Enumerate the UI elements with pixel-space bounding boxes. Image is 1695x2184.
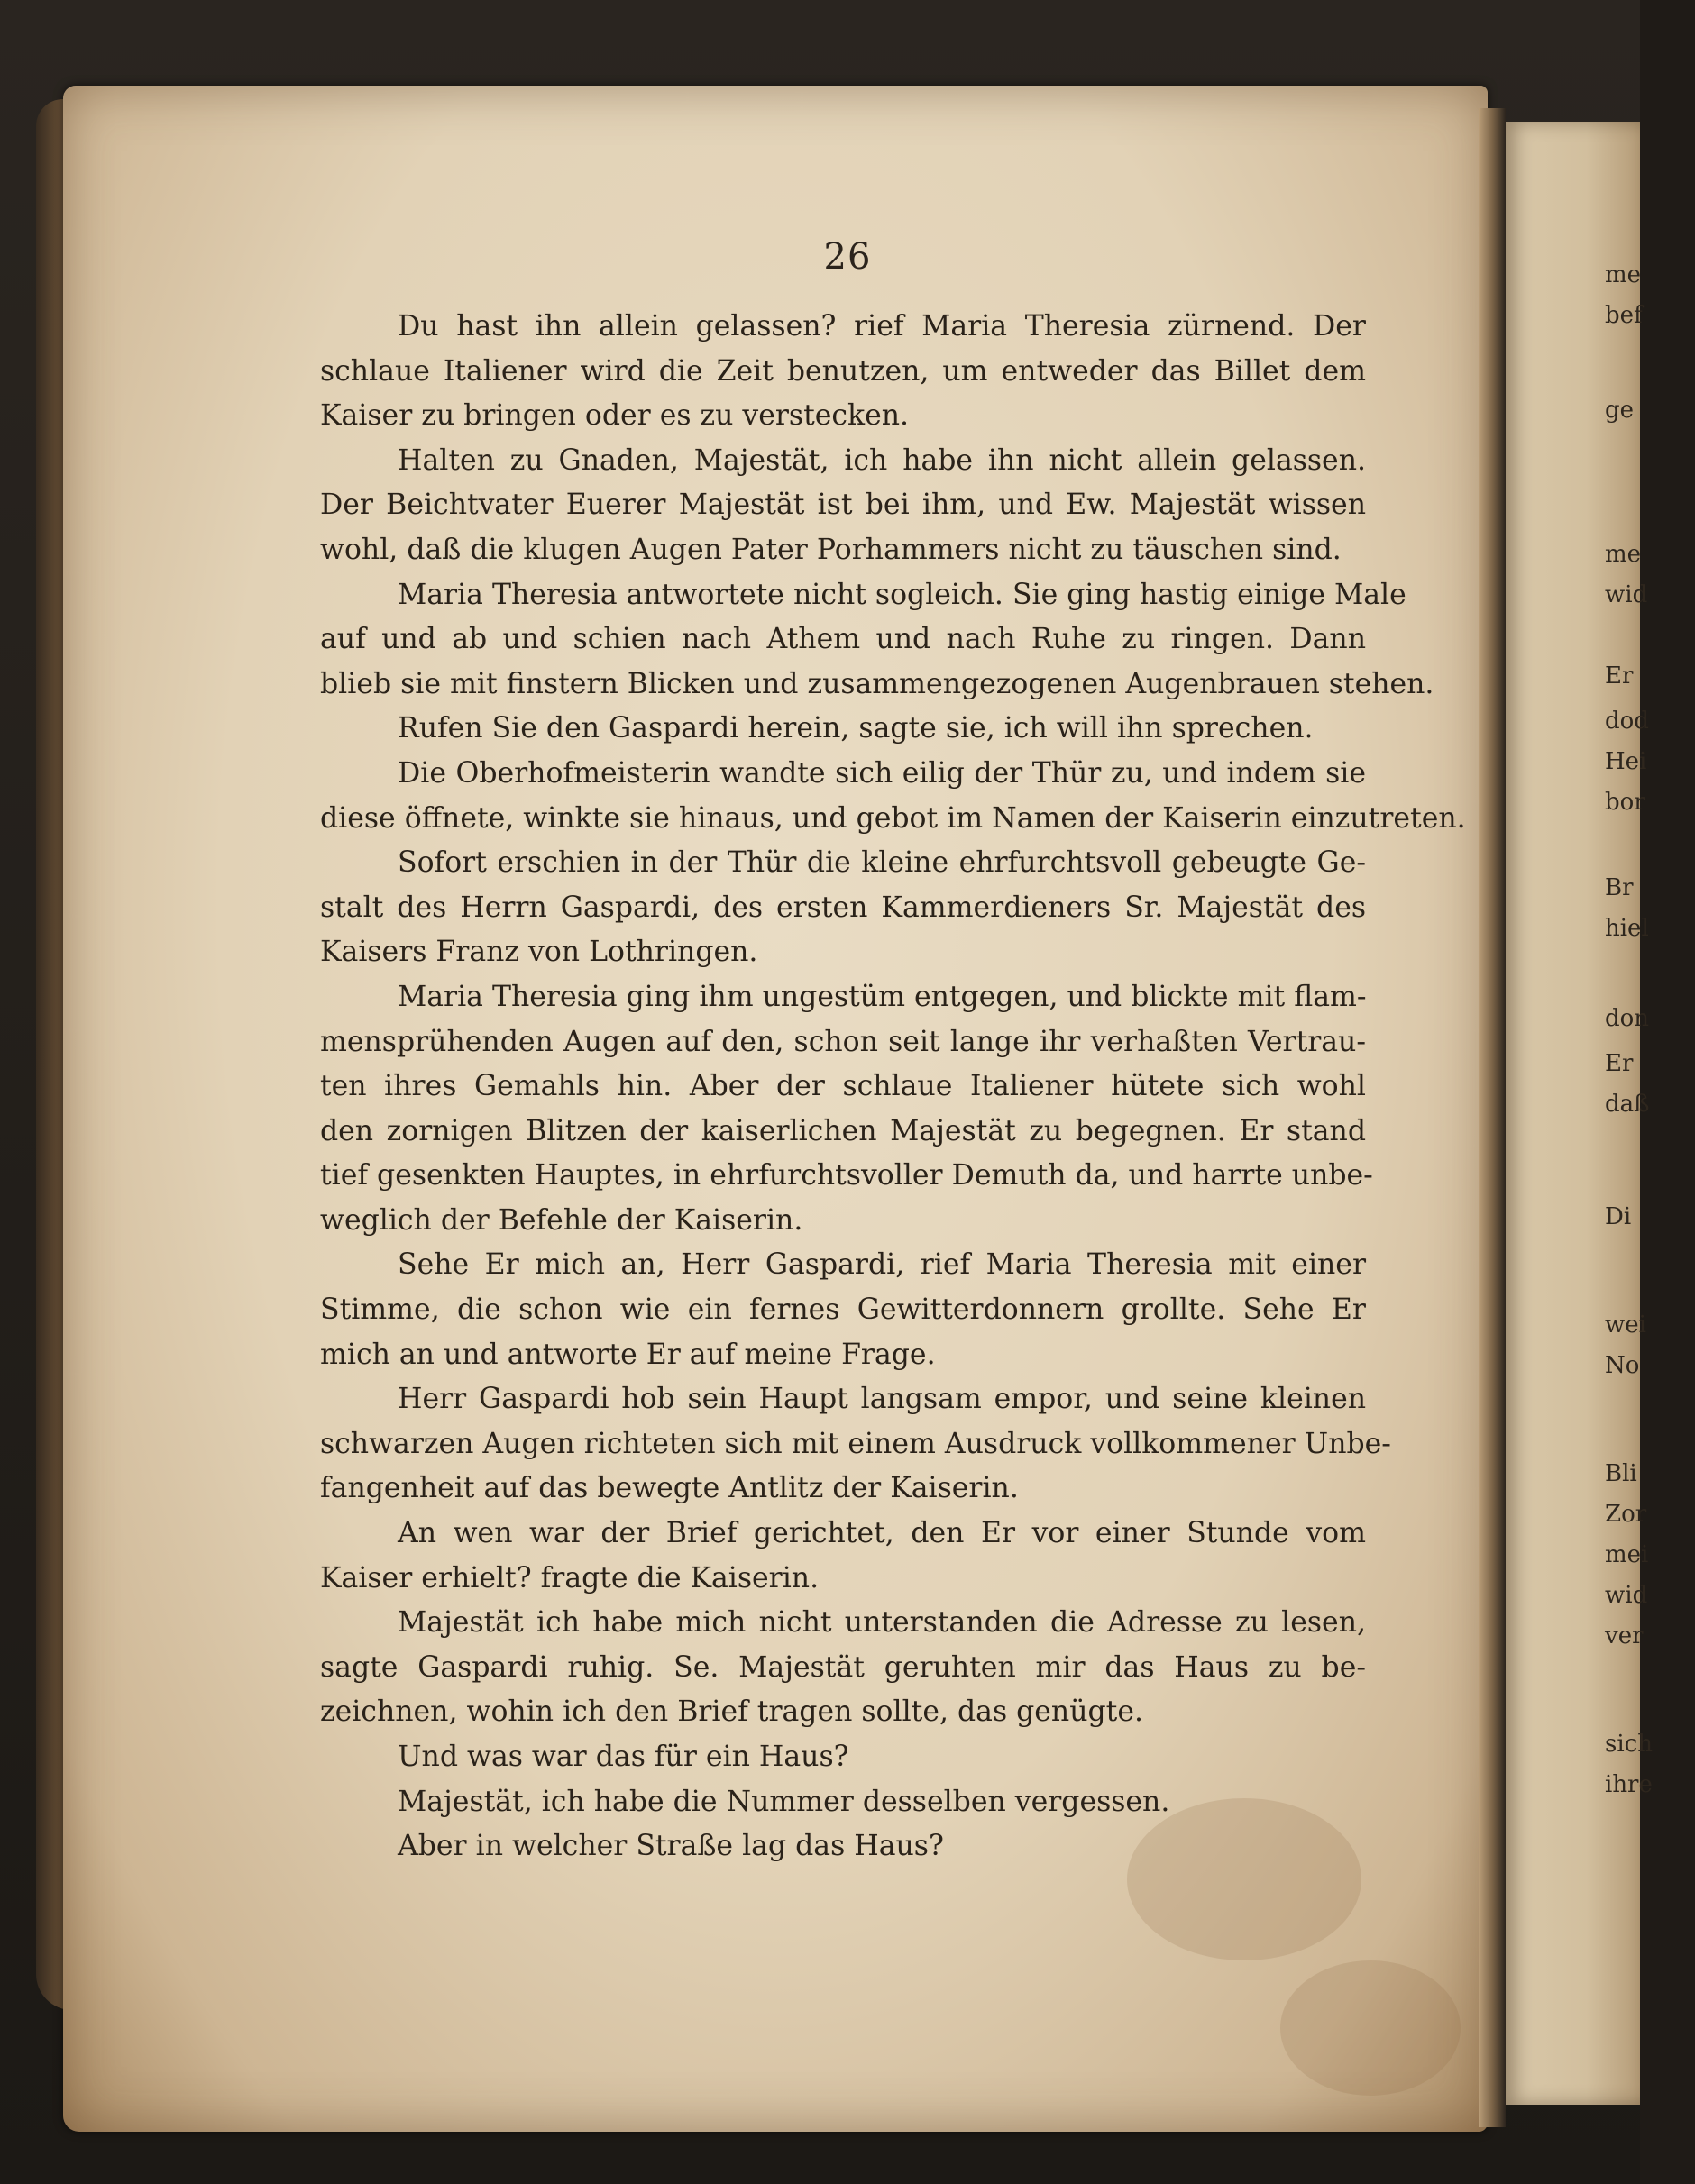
text-line: schwarzen Augen richteten sich mit einem Ausdruck vollkommener Unbe- xyxy=(320,1427,1391,1460)
text-line: diese öffnete, winkte sie hinaus, und gebot im Namen der Kaiserin einzutreten. xyxy=(320,801,1466,835)
text-line: Majestät, ich habe die Nummer desselben vergessen. xyxy=(398,1785,1170,1818)
text-line: Kaiser erhielt? fragte die Kaiserin. xyxy=(320,1561,820,1595)
text-line: auf und ab und schien nach Athem und nach Ruhe zu ringen. Dann xyxy=(320,623,1366,656)
facing-page-fragment: ihre xyxy=(1605,1771,1653,1798)
text-line: fangenheit auf das bewegte Antlitz der Kaiserin. xyxy=(320,1472,1019,1505)
text-line: ten ihres Gemahls hin. Aber der schlaue Italiener hütete sich wohl xyxy=(320,1070,1366,1103)
text-line: blieb sie mit finstern Blicken und zusammengezogenen Augenbrauen stehen. xyxy=(320,667,1434,700)
facing-page-fragment: Hei xyxy=(1605,748,1647,775)
facing-page-fragment: Zor xyxy=(1605,1501,1647,1528)
facing-page-fragment: wei xyxy=(1605,1311,1646,1339)
text-line: Stimme, die schon wie ein fernes Gewitterdonnern grollte. Sehe Er xyxy=(320,1293,1366,1327)
text-line: wohl, daß die klugen Augen Pater Porhammers nicht zu täuschen sind. xyxy=(320,533,1342,566)
text-line: Majestät ich habe mich nicht unterstanden die Adresse zu lesen, xyxy=(398,1606,1366,1640)
facing-page-fragment: Bli xyxy=(1605,1460,1637,1487)
text-line: Rufen Sie den Gaspardi herein, sagte sie, ich will ihn sprechen. xyxy=(398,712,1314,745)
text-line: tief gesenkten Hauptes, in ehrfurchtsvoller Demuth da, und harrte unbe- xyxy=(320,1159,1373,1193)
text-line: Herr Gaspardi hob sein Haupt langsam empor, und seine kleinen xyxy=(398,1383,1366,1416)
text-line: mich an und antworte Er auf meine Frage. xyxy=(320,1338,936,1371)
facing-page-fragment: me xyxy=(1605,541,1642,568)
body-text xyxy=(320,305,1466,1869)
facing-page-fragment: bor xyxy=(1605,789,1645,816)
text-line: mensprühenden Augen auf den, schon seit lange ihr verhaßten Vertrau- xyxy=(320,1025,1366,1058)
text-line: stalt des Herrn Gaspardi, des ersten Kammerdieners Sr. Majestät des xyxy=(320,891,1366,924)
text-line: Halten zu Gnaden, Majestät, ich habe ihn nicht allein gelassen. xyxy=(398,443,1366,477)
facing-page-fragment: wid xyxy=(1605,581,1648,608)
facing-page xyxy=(1506,122,1653,2105)
facing-page-fragment: Br xyxy=(1605,874,1634,901)
facing-page-fragment: dod xyxy=(1605,708,1649,735)
page-number: 26 xyxy=(823,236,872,278)
paper-stain xyxy=(1280,1960,1461,2096)
text-line: Kaisers Franz von Lothringen. xyxy=(320,936,758,969)
text-line: zeichnen, wohin ich den Brief tragen sollte, das genügte. xyxy=(320,1695,1143,1729)
facing-page-fragment: ver xyxy=(1605,1622,1644,1649)
facing-page-fragment: hiel xyxy=(1605,915,1649,942)
text-line: Kaiser zu bringen oder es zu verstecken. xyxy=(320,399,910,433)
facing-page-fragment: Er xyxy=(1605,663,1634,690)
facing-page-fragment: ge xyxy=(1605,397,1635,424)
facing-page-fragment: wid xyxy=(1605,1582,1648,1609)
facing-page-fragment: Er xyxy=(1605,1050,1634,1077)
text-line: Und was war das für ein Haus? xyxy=(398,1741,849,1773)
facing-page-fragment: mei xyxy=(1605,1541,1649,1568)
text-line: Sehe Er mich an, Herr Gaspardi, rief Maria Theresia mit einer xyxy=(398,1248,1366,1282)
text-line: sagte Gaspardi ruhig. Se. Majestät geruhten mir das Haus zu be- xyxy=(320,1650,1366,1684)
facing-page-fragment: No xyxy=(1605,1352,1640,1379)
facing-page-fragment: bef xyxy=(1605,302,1643,329)
text-line: schlaue Italiener wird die Zeit benutzen, um entweder das Billet dem xyxy=(320,354,1366,388)
facing-page-fragment: Di xyxy=(1605,1203,1632,1230)
text-line: Die Oberhofmeisterin wandte sich eilig der Thür zu, und indem sie xyxy=(398,756,1366,790)
text-line: An wen war der Brief gerichtet, den Er vor einer Stunde vom xyxy=(398,1517,1366,1550)
text-line: Du hast ihn allein gelassen? rief Maria Theresia zürnend. Der xyxy=(398,310,1366,343)
facing-page-fragment: daß xyxy=(1605,1091,1650,1118)
text-line: Maria Theresia ging ihm ungestüm entgegen, und blickte mit flam- xyxy=(398,980,1367,1013)
text-line: Maria Theresia antwortete nicht sogleich. Sie ging hastig einige Male xyxy=(398,578,1406,611)
facing-page-fragment: me xyxy=(1605,261,1642,288)
text-line: Der Beichtvater Euerer Majestät ist bei ihm, und Ew. Majestät wissen xyxy=(320,489,1366,522)
text-line: Sofort erschien in der Thür die kleine ehrfurchtsvoll gebeugte Ge- xyxy=(398,846,1366,880)
text-line: Aber in welcher Straße lag das Haus? xyxy=(398,1830,944,1863)
book-gutter xyxy=(1479,108,1506,2127)
facing-page-fragment: don xyxy=(1605,1005,1650,1032)
text-line: den zornigen Blitzen der kaiserlichen Majestät zu begegnen. Er stand xyxy=(320,1114,1366,1147)
facing-page-fragment: sich xyxy=(1605,1731,1653,1758)
text-line: weglich der Befehle der Kaiserin. xyxy=(320,1203,803,1237)
